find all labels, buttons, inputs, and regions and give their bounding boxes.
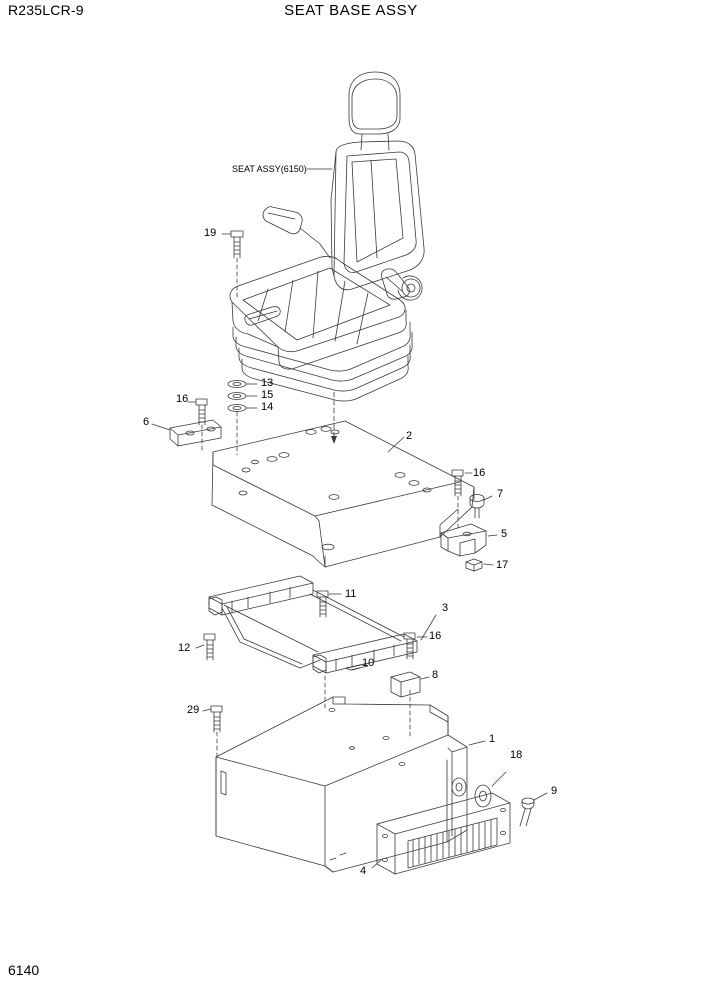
callout-1: 1 — [489, 733, 496, 745]
callout-16-right: 16 — [473, 467, 486, 479]
callout-15: 15 — [261, 389, 274, 401]
hardware-stack-13-15-14 — [228, 381, 246, 412]
callout-12: 12 — [178, 642, 191, 654]
model-code: R235LCR-9 — [8, 2, 84, 18]
callout-6: 6 — [143, 416, 150, 428]
callout-16-upper-left: 16 — [176, 393, 189, 405]
callout-13: 13 — [261, 377, 274, 389]
callout-2: 2 — [406, 430, 413, 442]
callout-5: 5 — [501, 528, 508, 540]
seat-assy-graphic — [230, 72, 424, 401]
footer-page-code: 6140 — [8, 962, 40, 978]
callout-11: 11 — [345, 588, 357, 600]
callout-19: 19 — [204, 227, 217, 239]
callout-29: 29 — [187, 704, 200, 716]
nut-17 — [466, 559, 482, 571]
callout-18: 18 — [510, 749, 523, 761]
callout-4: 4 — [360, 865, 367, 877]
seat-base-plate-2 — [212, 421, 474, 567]
grille-panel-4 — [377, 793, 510, 874]
page-title: SEAT BASE ASSY — [284, 2, 418, 19]
bolt-29 — [211, 706, 222, 732]
bracket-8 — [391, 672, 420, 697]
callout-16-lower: 16 — [429, 630, 442, 642]
note-seat-assy: SEAT ASSY(6150) — [232, 164, 307, 174]
bolt-12 — [204, 634, 215, 660]
bolt-19 — [231, 231, 243, 258]
bolt-16-right — [452, 470, 463, 496]
bracket-6 — [170, 420, 221, 446]
bracket-5 — [441, 524, 486, 556]
callout-14: 14 — [261, 401, 274, 413]
seat-box-1 — [216, 697, 467, 872]
callout-17: 17 — [496, 559, 509, 571]
washer-18 — [475, 785, 491, 807]
screw-9 — [520, 798, 534, 826]
callout-8: 8 — [432, 669, 439, 681]
callout-9: 9 — [551, 785, 558, 797]
slide-rail-assy-3 — [209, 576, 417, 673]
callout-3: 3 — [442, 602, 449, 614]
callout-10: 10 — [362, 657, 375, 669]
callout-7: 7 — [497, 488, 504, 500]
